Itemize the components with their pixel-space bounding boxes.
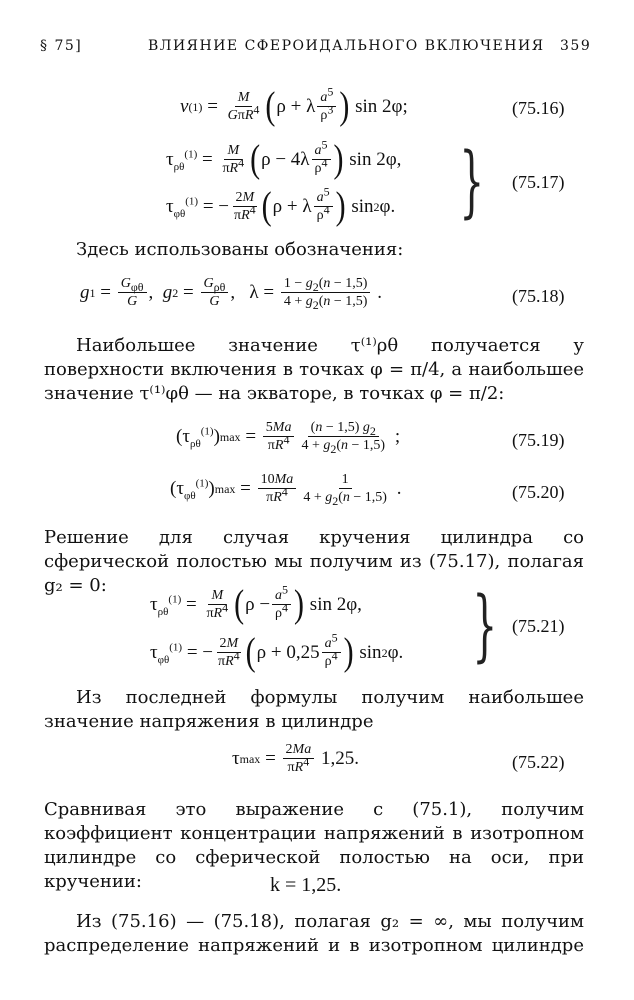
equation-75-17-b: $\tau_{\varphi\theta}^{(1)}$ = − $\frac{2M}{\pi R^4}$ ( ρ + λ $\frac{a^5}{\rho^4}$ ) sin 2 φ. xyxy=(166,184,396,228)
equation-75-22: τ max = $\frac{2Ma}{\pi R^4}$ 1,25. xyxy=(232,742,359,775)
paragraph-max-stress: Из последней формулы получим наибольшее значение напряжения в цилиндре xyxy=(44,687,584,732)
section-marker: § 75] xyxy=(40,38,83,54)
page-number: 359 xyxy=(560,38,592,54)
equation-75-19: ( $\tau_{\rho\theta}^{(1)}$ ) max = $\frac{5Ma}{\pi R^4}$ $\frac{(n - 1,5) g_2}{4 + g_2(n - 1,5)}$ ; xyxy=(176,420,401,456)
paragraph-concentration: Сравнивая это выражение с (75.1), получим коэффициент концентрации напряжений в изотропном цилиндре со сферической полостью на оси, при кручении: xyxy=(44,799,584,892)
running-title: ВЛИЯНИЕ СФЕРОИДАЛЬНОГО ВКЛЮЧЕНИЯ xyxy=(148,38,545,54)
equation-75-21-a: $\tau_{\rho\theta}^{(1)}$ = $\frac{M}{\pi R^4}$ ( ρ − $\frac{a^5}{\rho^4}$ ) sin 2φ, xyxy=(150,582,362,626)
eq-number-75-22: (75.22) xyxy=(512,752,565,772)
eq-number-75-16: (75.16) xyxy=(512,98,565,118)
eq-number-75-20: (75.20) xyxy=(512,482,565,502)
eq-number-75-21: (75.21) xyxy=(512,616,565,636)
equation-75-20: ( $\tau_{\varphi\theta}^{(1)}$ ) max = $\frac{10Ma}{\pi R^4}$ $\frac{1}{4 + g_2(n - 1,5)}$ . xyxy=(170,472,402,508)
paragraph-torsion-solution: Решение для случая кручения цилиндра со сферической полостью мы получим из (75.17), полагая g₂ = 0: xyxy=(44,527,584,596)
eq-number-75-18: (75.18) xyxy=(512,286,565,306)
right-brace-2: } xyxy=(472,581,498,671)
paragraph-notation: Здесь использованы обозначения: xyxy=(76,239,404,260)
right-brace: } xyxy=(459,137,485,227)
equation-75-16: v (1) = $\frac{M}{G\pi R^4}$ ( ρ + λ $\frac{a^5}{\rho^3}$ ) sin 2φ; xyxy=(180,84,408,128)
paragraph-max-values: Наибольшее значение τ⁽¹⁾ρθ получается у поверхности включения в точках φ = π/4, а наибольшее значение τ⁽¹⁾φθ — на экваторе, в точках φ = π/2: xyxy=(44,335,584,404)
eq-number-75-17: (75.17) xyxy=(512,172,565,192)
equation-75-21-b: $\tau_{\varphi\theta}^{(1)}$ = − $\frac{2M}{\pi R^4}$ ( ρ + 0,25 $\frac{a^5}{\rho^4}$ ) sin 2 φ. xyxy=(150,630,404,674)
equation-75-17-a: $\tau_{\rho\theta}^{(1)}$ = $\frac{M}{\pi R^4}$ ( ρ − 4λ $\frac{a^5}{\rho^4}$ ) sin 2φ, xyxy=(166,137,402,181)
eq-number-75-19: (75.19) xyxy=(512,430,565,450)
equation-75-18: g 1 = $\frac{G_{\varphi\theta}}{G}$ , g 2 = $\frac{G_{\rho\theta}}{G}$ , λ = $\frac{1 - g_2(n - 1,5)}{4 + g_2(n - 1,5)}$ . xyxy=(80,276,382,312)
paragraph-isotropic: Из (75.16) — (75.18), полагая g₂ = ∞, мы получим распределение напряжений и в изотропном цилиндре xyxy=(44,911,584,956)
k-formula: k = 1,25. xyxy=(270,874,342,896)
